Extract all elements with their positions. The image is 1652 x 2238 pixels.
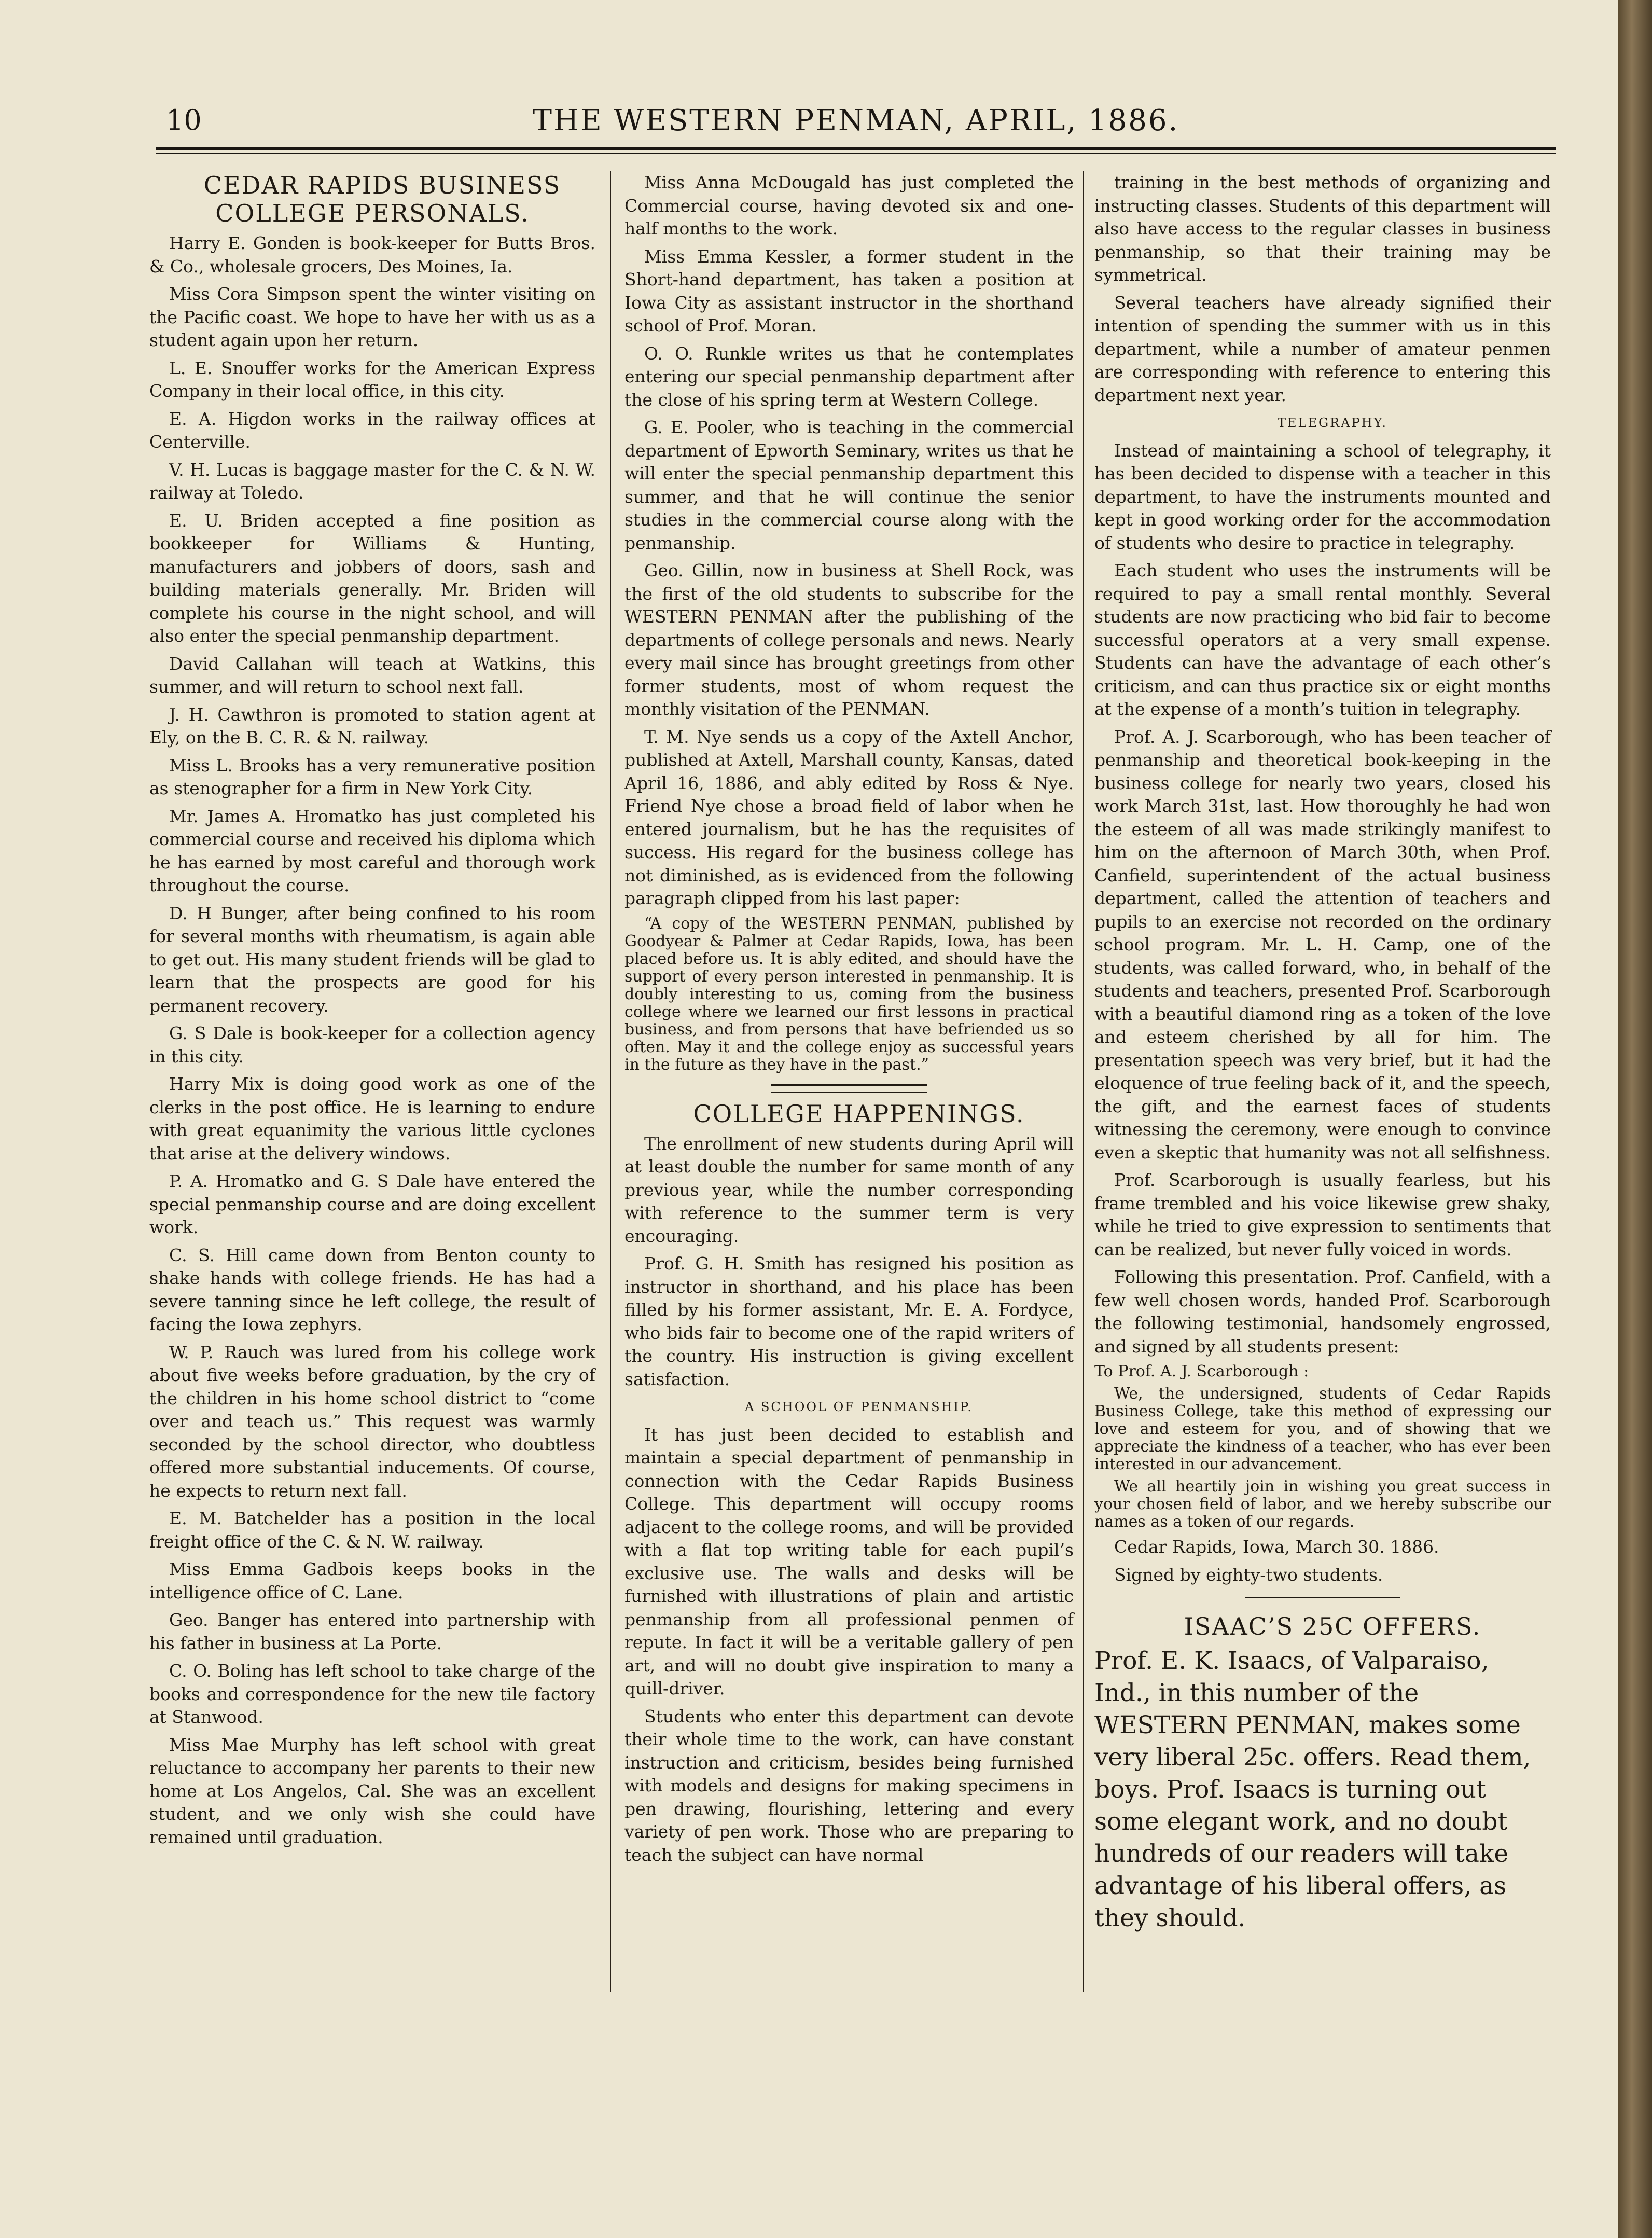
place-date: Cedar Rapids, Iowa, March 30. 1886. [1114,1537,1439,1557]
offers-block [1094,1645,1551,1935]
column-1 [149,171,595,1854]
section-divider [771,1084,927,1093]
paragraph: E. M. Batchelder has a position in the local freight office of the C. & N. W. railway. [149,1508,595,1552]
quoted-clipping: “A copy of the WESTERN PENMAN, published by Goodyear & Palmer at Cedar Rapids, Iowa, has been placed before us. It is ably edited, and should have the support of every person interested in penmanship. It is doubly interesting to us, coming from the business college where we learned our first lessons in practical business, and from persons that have befriended us so often. May it and the college enjoy as successful years in the future as they have in the past.” [624,914,1074,1074]
paragraph: T. M. Nye sends us a copy of the Axtell Anchor, published at Axtell, Marshall county, Kansas, dated April 16, 1886, and ably edited by Ross & Nye. Friend Nye chose a broad field of labor when he entered journalism, but he has the requisites of success. His regard for the business college has not diminished, as is evidenced from the following paragraph clipped from his last paper: [624,726,1074,908]
paragraph: Miss Anna McDougald has just completed the Commercial course, having devoted six and one-half months to the work. [624,172,1074,239]
paragraph: Geo. Gillin, now in business at Shell Rock, was the first of the old students to subscribe for the WESTERN PENMAN after the publishing of the departments of college personals and news. Nearly every mail since has brought greetings from other former students, most of whom request the monthly visitation of the PENMAN. [624,560,1074,719]
testimonial-text: We all heartily join in wishing you great success in your chosen field of labor, and we hereby subscribe our names as a token of our regards. [1094,1477,1551,1531]
header-rule-thin [156,153,1556,154]
paragraph: Miss L. Brooks has a very remunerative position as stenographer for a firm in New York City. [149,755,595,798]
paragraph: P. A. Hromatko and G. S Dale have entered the special penmanship course and are doing excellent work. [149,1171,595,1237]
paragraph: J. H. Cawthron is promoted to station agent at Ely, on the B. C. R. & N. railway. [149,704,595,748]
paragraph: David Callahan will teach at Watkins, this summer, and will return to school next fall. [149,653,595,697]
signed-line: Signed by eighty-two students. [1114,1564,1383,1585]
paragraph: The enrollment of new students during April will at least double the number for same month of any previous year, while the number corresponding with reference to the summer term is very encouraging. [624,1133,1074,1246]
paragraph: Harry Mix is doing good work as one of the clerks in the post office. He is learning to endure with great equanimity the various little cyclones that arise at the delivery windows. [149,1074,595,1164]
paragraph: Prof. E. K. Isaacs, of Valparaiso, Ind., in this number of the WESTERN PENMAN, makes some very liberal 25c. offers. Read them, boys. Prof. Isaacs is turning out some elegant work, and no doubt hundreds of our readers will take advantage of his liberal offers, as they should. [1094,1647,1531,1932]
page-number: 10 [166,104,202,136]
paragraph: L. E. Snouffer works for the American Express Company in their local office, in this city. [149,357,595,401]
column-rule [610,171,611,1992]
paragraph: W. P. Rauch was lured from his college work about five weeks before graduation, by the cry of the children in his home school district to “come over and teach us.” This request was warmly seconded by the school director, who doubtless offered more substantial inducements. Of course, he expects to return next fall. [149,1342,595,1501]
paragraph: Miss Emma Kessler, a former student in the Short-hand department, has taken a position at Iowa City as assistant instructor in the shorthand school of Prof. Moran. [624,246,1074,336]
running-title: THE WESTERN PENMAN, APRIL, 1886. [532,104,1179,137]
column-rule [1083,171,1084,1992]
paragraph: E. U. Briden accepted a fine position as bookkeeper for Williams & Hunting, manufacturers and jobbers of doors, sash and building materials generally. Mr. Briden will complete his course in the night school, and will also enter the special penmanship department. [149,510,595,646]
paragraph: Instead of maintaining a school of telegraphy, it has been decided to dispense with a teacher in this department, to have the instruments mounted and kept in good working order for the accommodation of students who desire to practice in telegraphy. [1094,440,1551,553]
paragraph: Several teachers have already signified their intention of spending the summer with us in this department, while a number of amateur penmen are corresponding with reference to entering this department next year. [1094,292,1551,405]
paragraph: D. H Bunger, after being confined to his room for several months with rheumatism, is again able to get out. His many student friends will be glad to learn that the prospects are good for his permanent recovery. [149,903,595,1016]
paragraph: Miss Mae Murphy has left school with great reluctance to accompany her parents to their new home at Los Angelos, Cal. She was an excellent student, and we only wish she could have remained until graduation. [149,1734,595,1847]
paragraph: G. S Dale is book-keeper for a collection agency in this city. [149,1023,595,1067]
testimonial-text: We, the undersigned, students of Cedar Rapids Business College, take this method of expressing our love and esteem for you, and of showing that we appreciate the kindness of a teacher, who has ever been interested in our advancement. [1094,1385,1551,1473]
section-heading: CEDAR RAPIDS BUSINESS COLLEGE PERSONALS. [203,171,561,227]
paragraph: O. O. Runkle writes us that he contemplates entering our special penmanship department after the close of his spring term at Western College. [624,343,1074,410]
paragraph: Harry E. Gonden is book-keeper for Butts Bros. & Co., wholesale grocers, Des Moines, Ia. [149,233,595,277]
header-rule [156,147,1556,150]
paragraph: C. S. Hill came down from Benton county to shake hands with college friends. He has had a severe tanning since he left college, the result of facing the Iowa zephyrs. [149,1245,595,1334]
page-header [166,104,1546,145]
paragraph: Geo. Banger has entered into partnership with his father in business at La Porte. [149,1610,595,1653]
paragraph: V. H. Lucas is baggage master for the C. & N. W. railway at Toledo. [149,459,595,503]
column-2 [624,171,1074,1871]
salutation: To Prof. A. J. Scarborough : [1094,1362,1309,1380]
page-edge [1618,0,1652,2238]
column-3 [1094,171,1551,1939]
paragraph: Students who enter this department can devote their whole time to the work, can have constant instruction and criticism, besides being furnished with models and designs for making specimens in pen drawing, flourishing, lettering and every variety of pen work. Those who are preparing to teach the subject can have normal [624,1706,1074,1865]
paragraph: training in the best methods of organizing and instructing classes. Students of this department will also have access to the regular classes in business penmanship, so that their training may be symmetrical. [1094,172,1551,285]
paragraph: Miss Cora Simpson spent the winter visiting on the Pacific coast. We hope to have her with us as a student again upon her return. [149,284,595,350]
paragraph: It has just been decided to establish and maintain a special department of penmanship in connection with the Cedar Rapids Business College. This department will occupy rooms adjacent to the college rooms, and will be provided with a flat top writing table for each pupil’s exclusive use. The walls and desks will be furnished with illustrations of plain and artistic penmanship from all professional penmen of repute. In fact it will be a veritable gallery of pen art, and will no doubt give inspiration to many a quill-driver. [624,1424,1074,1698]
paragraph: Following this presentation. Prof. Canfield, with a few well chosen words, handed Prof. Scarborough the following testimonial, handsomely engrossed, and signed by all students present: [1094,1267,1551,1357]
paragraph: G. E. Pooler, who is teaching in the commercial department of Epworth Seminary, writes us that he will enter the special penmanship department this summer, and that he will continue the senior studies in the commercial course along with the penmanship. [624,417,1074,553]
subheading: TELEGRAPHY. [1277,416,1387,430]
paragraph: Prof. A. J. Scarborough, who has been teacher of penmanship and theoretical book-keeping in the business college for nearly two years, closed his work March 31st, last. How thoroughly he had won the esteem of all was made strikingly manifest to him on the afternoon of March 30th, when Prof. Canfield, superintendent of the actual business department, called the attention of teachers and pupils to an exercise not recorded on the ordinary school program. Mr. L. H. Camp, one of the students, was called forward, who, in behalf of the students and teachers, presented Prof. Scarborough with a beautiful diamond ring as a token of the love and esteem cherished by all for him. The presentation speech was very brief, but it had the eloquence of true feeling back of it, and the speech, the gift, and the earnest faces of students witnessing the ceremony, were enough to convince even a skeptic that humanity was not all selfishness. [1094,726,1551,1163]
paragraph: Miss Emma Gadbois keeps books in the intelligence office of C. Lane. [149,1559,595,1602]
section-heading: COLLEGE HAPPENINGS. [693,1099,1025,1128]
paragraph: Mr. James A. Hromatko has just completed his commercial course and received his diploma which he has earned by most careful and thorough work throughout the course. [149,806,595,895]
paragraph: Each student who uses the instruments will be required to pay a small rental monthly. Several students are now practicing who bid fair to become successful operators at a very small expense. Students can have the advantage of each other’s criticism, and can thus practice six or eight months at the expense of a month’s tuition in telegraphy. [1094,560,1551,719]
paragraph: Prof. G. H. Smith has resigned his position as instructor in shorthand, and his place has been filled by his former assistant, Mr. E. A. Fordyce, who bids fair to become one of the rapid writers of the country. His instruction is giving excellent satisfaction. [624,1253,1074,1389]
section-heading: ISAAC’S 25C OFFERS. [1184,1612,1481,1640]
paragraph: E. A. Higdon works in the railway offices at Centerville. [149,408,595,452]
section-divider [1245,1597,1400,1605]
paragraph: Prof. Scarborough is usually fearless, but his frame trembled and his voice likewise grew shaky, while he tried to give expression to sentiments that can be realized, but never fully voiced in words. [1094,1170,1551,1260]
paragraph: C. O. Boling has left school to take charge of the books and correspondence for the new tile factory at Stanwood. [149,1661,595,1727]
subheading: A SCHOOL OF PENMANSHIP. [745,1400,973,1414]
